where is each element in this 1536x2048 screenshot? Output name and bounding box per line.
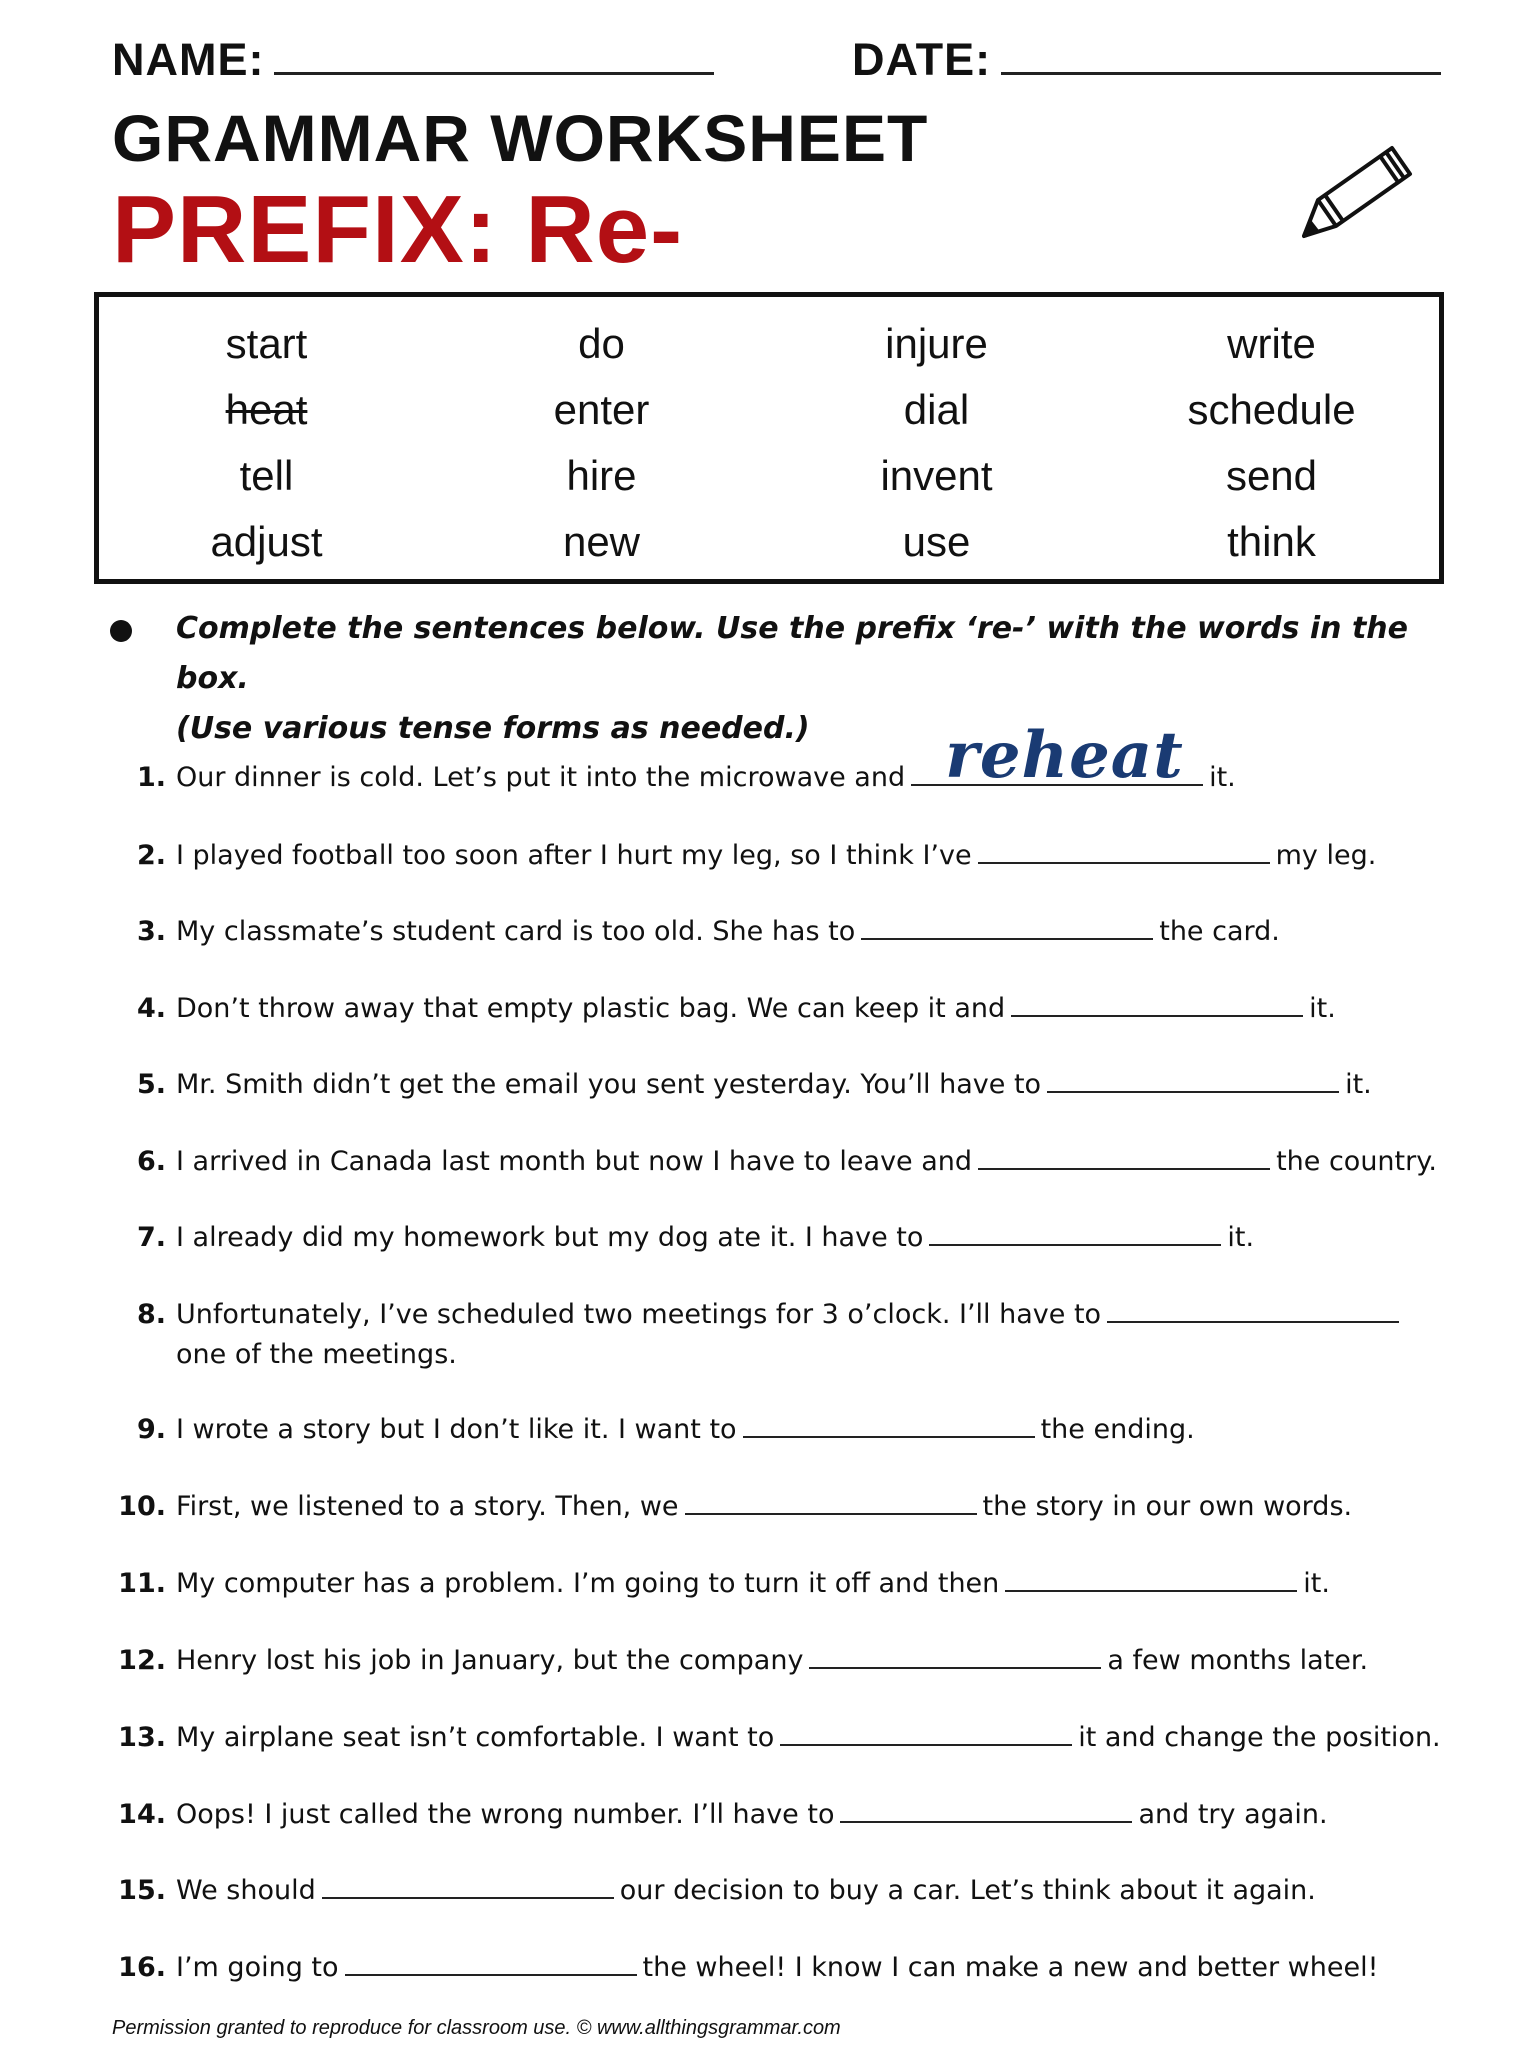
question-number: 2. — [136, 840, 166, 871]
worksheet-title: GRAMMAR WORKSHEET — [112, 101, 929, 175]
answer-blank[interactable] — [1047, 1065, 1339, 1093]
question-text-after: and try again. — [1138, 1799, 1328, 1830]
answer-blank[interactable] — [685, 1487, 977, 1515]
word-row — [99, 509, 1439, 575]
word-do: do — [578, 320, 625, 367]
question-text-before: Unfortunately, I’ve scheduled two meetings for 3 o’clock. I’ll have to — [176, 1299, 1102, 1330]
name-label: NAME: — [112, 34, 265, 85]
question-number: 4. — [136, 993, 166, 1024]
word-think: think — [1227, 518, 1316, 565]
question-number: 7. — [136, 1222, 166, 1253]
question-text-before: Our dinner is cold. Let’s put it into the microwave and — [176, 762, 906, 793]
answer-blank[interactable] — [1005, 1564, 1297, 1592]
bullet-icon — [110, 620, 132, 642]
word-hire: hire — [566, 452, 637, 499]
word-row — [99, 377, 1439, 443]
question-text-before: Don’t throw away that empty plastic bag. We can keep it and — [176, 993, 1006, 1024]
word-heat: heat — [225, 386, 308, 433]
word-injure: injure — [885, 320, 988, 367]
question-number: 11. — [118, 1568, 166, 1599]
answer-blank[interactable] — [1011, 989, 1303, 1017]
question-8 — [110, 1295, 1440, 1370]
question-number: 13. — [118, 1722, 166, 1753]
question-text-after: the country. — [1276, 1146, 1437, 1177]
question-number: 6. — [136, 1146, 166, 1177]
question-number: 16. — [118, 1952, 166, 1983]
question-number: 15. — [118, 1875, 166, 1906]
question-12 — [110, 1641, 1440, 1681]
word-use: use — [902, 518, 971, 565]
word-adjust: adjust — [210, 518, 323, 565]
answer-blank[interactable] — [1107, 1295, 1399, 1323]
word-grid — [99, 311, 1439, 575]
question-2 — [110, 836, 1440, 876]
question-text-before: My computer has a problem. I’m going to turn it off and then — [176, 1568, 1000, 1599]
date-label: DATE: — [852, 34, 992, 85]
question-text-after: the story in our own words. — [982, 1491, 1353, 1522]
handwritten-answer: reheat — [945, 718, 1184, 793]
question-text-after: it. — [1209, 762, 1236, 793]
answer-blank[interactable] — [840, 1795, 1132, 1823]
question-11 — [110, 1564, 1440, 1604]
answer-blank[interactable] — [780, 1718, 1072, 1746]
answer-blank[interactable] — [978, 836, 1270, 864]
question-text-after: it. — [1303, 1568, 1330, 1599]
question-text-before: My classmate’s student card is too old. She has to — [176, 916, 856, 947]
question-9 — [110, 1410, 1440, 1450]
question-14 — [110, 1795, 1440, 1835]
answer-blank[interactable] — [743, 1410, 1035, 1438]
question-10 — [110, 1487, 1440, 1527]
question-16 — [110, 1948, 1440, 1988]
question-text-before: Henry lost his job in January, but the company — [176, 1645, 804, 1676]
answer-blank[interactable] — [809, 1641, 1101, 1669]
question-5 — [110, 1065, 1440, 1105]
question-text-after: the card. — [1159, 916, 1280, 947]
answer-blank[interactable] — [861, 912, 1153, 940]
question-text-after: it. — [1345, 1069, 1372, 1100]
question-3 — [110, 912, 1440, 952]
instruction-line-1: Complete the sentences below. Use the prefix ‘re-’ with the words in the box. — [176, 611, 1409, 696]
question-13 — [110, 1718, 1440, 1758]
question-15 — [110, 1871, 1440, 1911]
question-text-before: I wrote a story but I don’t like it. I want to — [176, 1414, 737, 1445]
question-text-after: the ending. — [1040, 1414, 1195, 1445]
question-text-before: I played football too soon after I hurt my leg, so I think I’ve — [176, 840, 972, 871]
answer-blank[interactable] — [911, 718, 1203, 793]
question-text-before: Oops! I just called the wrong number. I’ll have to — [176, 1799, 835, 1830]
question-number: 9. — [136, 1414, 166, 1445]
question-number: 14. — [118, 1799, 166, 1830]
name-field — [112, 30, 714, 90]
question-number: 5. — [136, 1069, 166, 1100]
date-blank[interactable] — [1001, 36, 1441, 75]
question-number: 12. — [118, 1645, 166, 1676]
question-text-before: First, we listened to a story. Then, we — [176, 1491, 679, 1522]
word-start: start — [225, 320, 308, 367]
question-text-after: our decision to buy a car. Let’s think about it again. — [619, 1875, 1316, 1906]
footer-permission: Permission granted to reproduce for classroom use. © www.allthingsgrammar.com — [112, 2017, 841, 2039]
question-text-after: it. — [1227, 1222, 1255, 1253]
pencil-icon — [1300, 138, 1418, 242]
word-tell: tell — [239, 452, 294, 499]
instruction-text — [176, 604, 1440, 754]
question-continuation: one of the meetings. — [176, 1339, 457, 1370]
question-text-after: a few months later. — [1107, 1645, 1369, 1676]
header-row — [112, 30, 1442, 90]
question-text-after: my leg. — [1275, 840, 1377, 871]
question-7 — [110, 1218, 1440, 1258]
question-number: 8. — [136, 1299, 166, 1330]
worksheet-subtitle: PREFIX: Re- — [112, 176, 684, 283]
question-6 — [110, 1142, 1440, 1182]
question-text-after: the wheel! I know I can make a new and better wheel! — [642, 1952, 1379, 1983]
word-schedule: schedule — [1187, 386, 1356, 433]
question-text-before: My airplane seat isn’t comfortable. I want to — [176, 1722, 775, 1753]
answer-blank[interactable] — [978, 1142, 1270, 1170]
question-text-before: I’m going to — [176, 1952, 339, 1983]
word-new: new — [562, 518, 641, 565]
date-field — [852, 30, 1441, 90]
answer-blank[interactable] — [322, 1871, 614, 1899]
answer-blank[interactable] — [345, 1948, 637, 1976]
question-text-before: I arrived in Canada last month but now I have to leave and — [176, 1146, 973, 1177]
question-text-before: We should — [176, 1875, 316, 1906]
word-write: write — [1227, 320, 1316, 367]
name-blank[interactable] — [274, 36, 714, 75]
question-number: 1. — [136, 762, 166, 793]
question-number: 3. — [136, 916, 166, 947]
word-dial: dial — [903, 386, 970, 433]
question-text-after: it. — [1309, 993, 1336, 1024]
instruction-line-2: (Use various tense forms as needed.) — [176, 711, 810, 746]
question-text-before: Mr. Smith didn’t get the email you sent yesterday. You’ll have to — [176, 1069, 1042, 1100]
answer-blank[interactable] — [929, 1218, 1221, 1246]
word-send: send — [1225, 452, 1318, 499]
word-row — [99, 443, 1439, 509]
question-4 — [110, 989, 1440, 1029]
question-number: 10. — [118, 1491, 166, 1522]
question-text-after: it and change the position. — [1078, 1722, 1441, 1753]
question-text-before: I already did my homework but my dog ate it. I have to — [176, 1222, 924, 1253]
word-invent: invent — [880, 452, 993, 499]
word-row — [99, 311, 1439, 377]
word-enter: enter — [553, 386, 650, 433]
word-box — [94, 292, 1444, 584]
